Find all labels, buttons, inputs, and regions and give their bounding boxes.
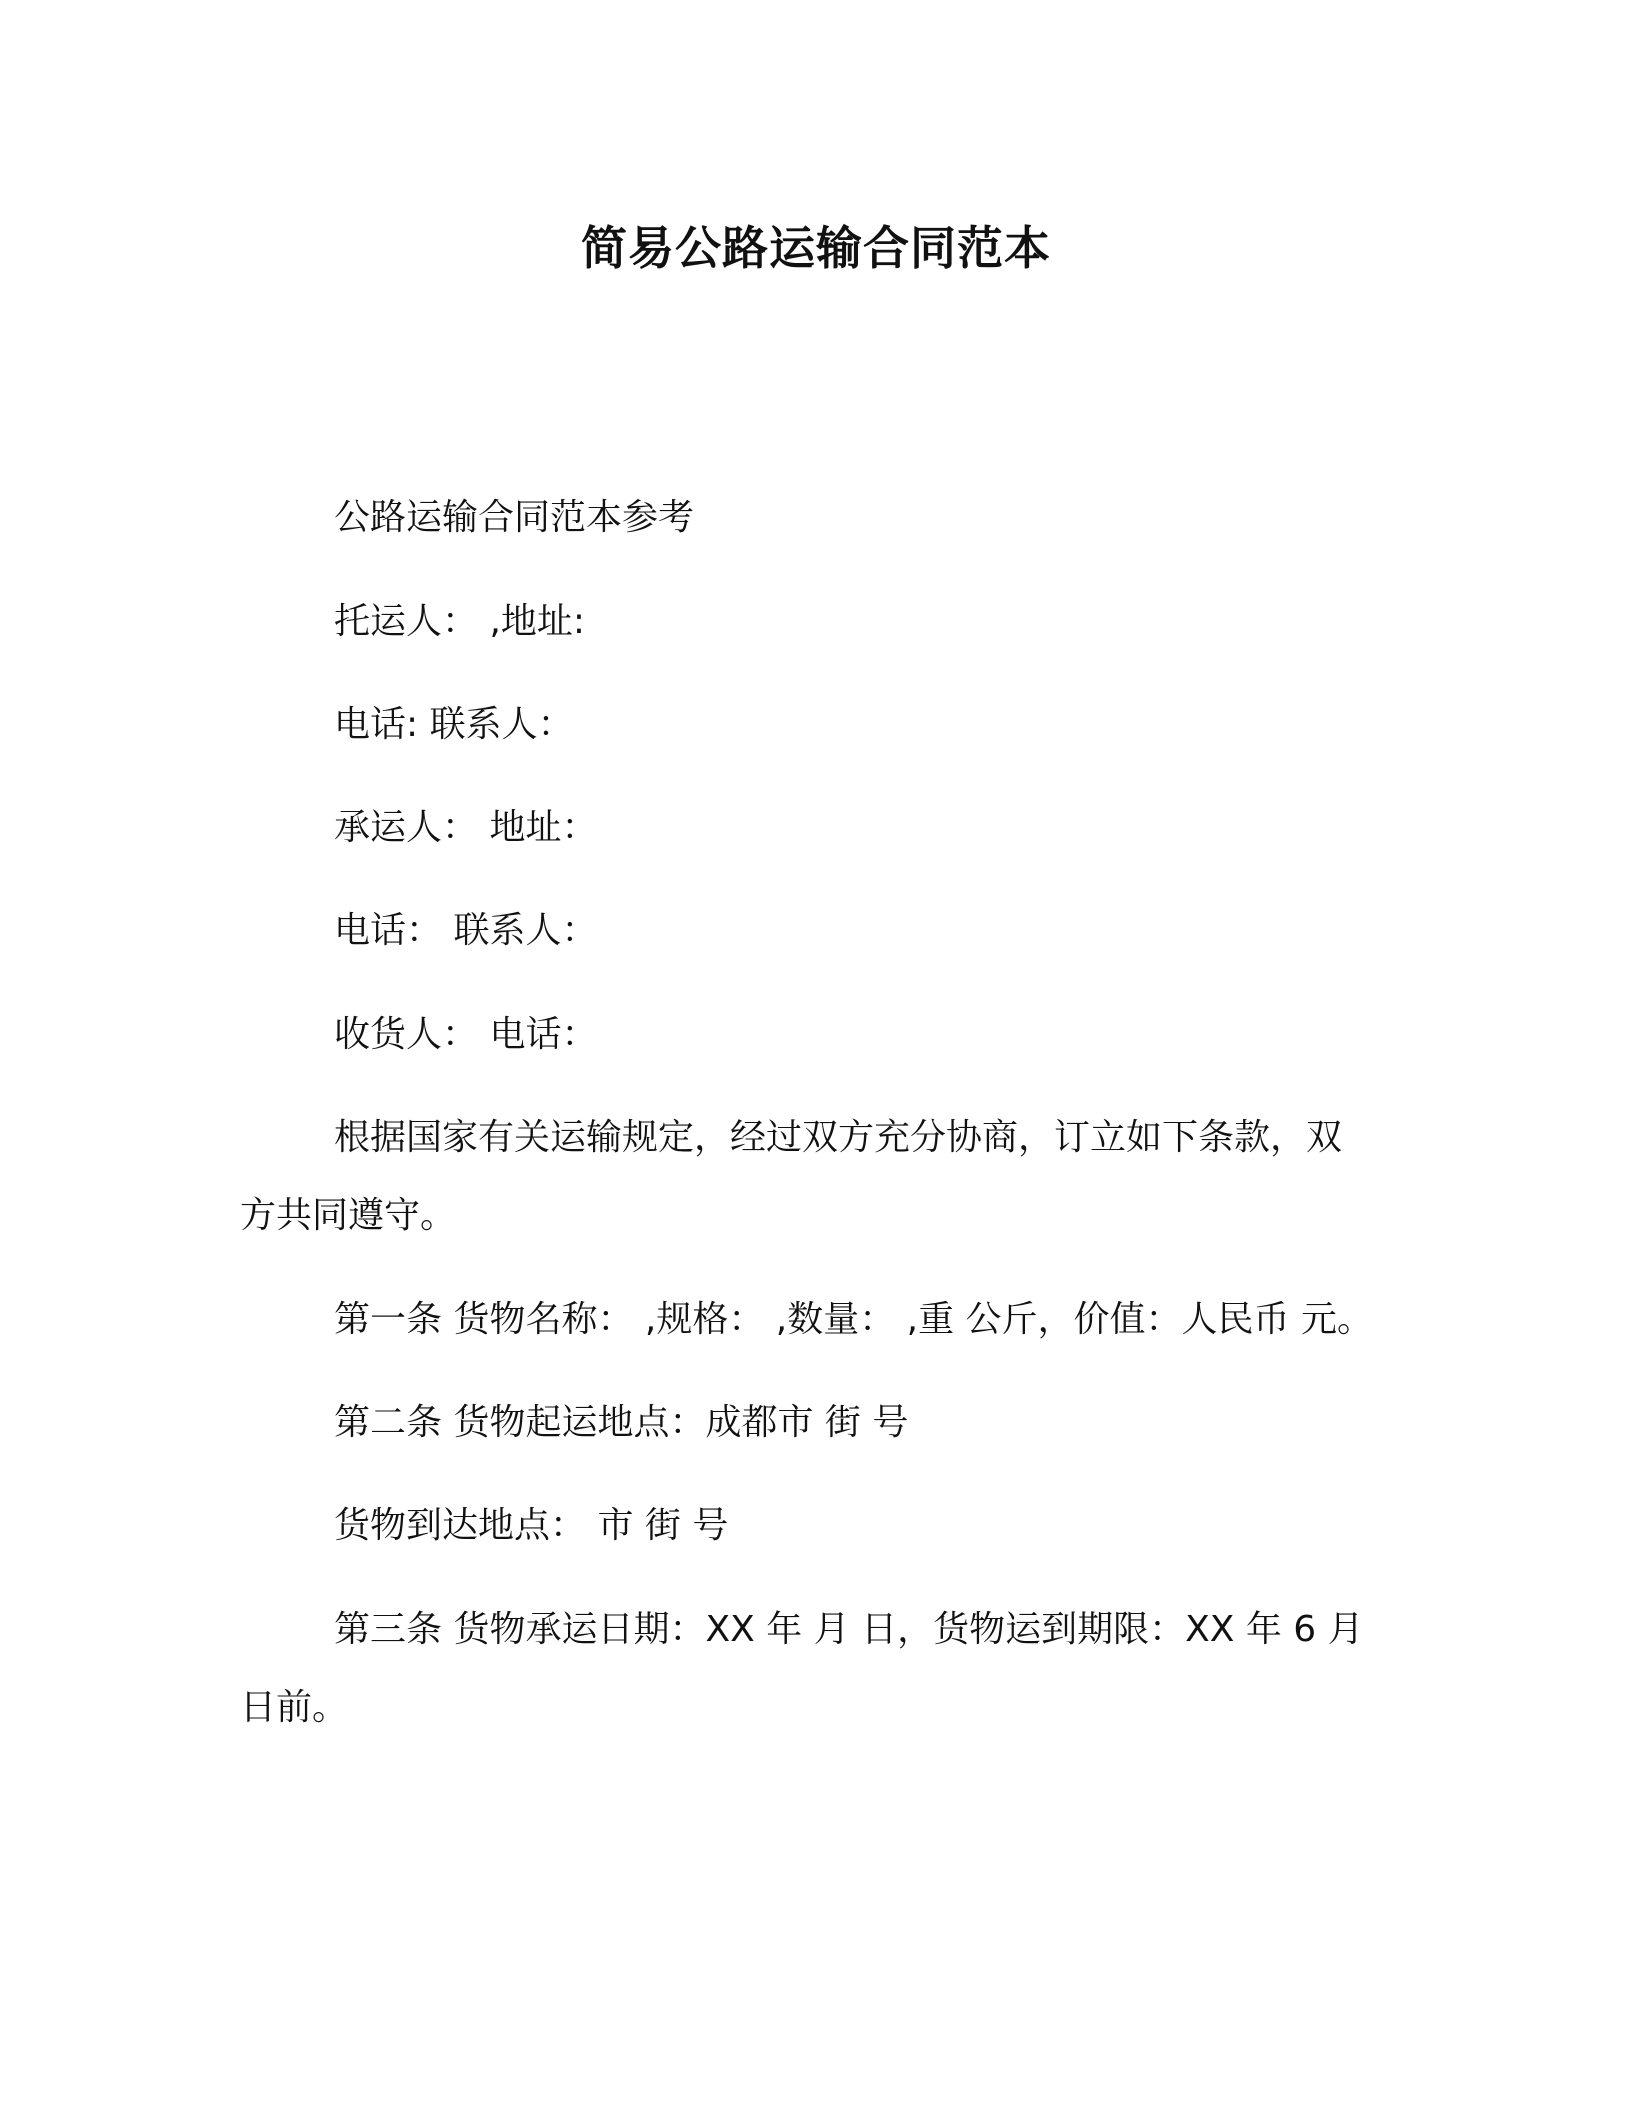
article-1-line: 第一条 货物名称： ,规格： ,数量： ,重 公斤，价值：人民币 元。: [334, 1299, 1373, 1340]
article-3-line-2: 日前。: [240, 1687, 349, 1728]
carrier-line: 承运人： 地址：: [334, 807, 598, 848]
preamble-line-1: 根据国家有关运输规定，经过双方充分协商，订立如下条款，双: [334, 1117, 1343, 1158]
carrier-contact-line: 电话： 联系人：: [334, 910, 598, 951]
article-3-line-1: 第三条 货物承运日期：XX 年 月 日，货物运到期限：XX 年 6 月: [334, 1609, 1364, 1650]
document-title: 简易公路运输合同范本: [581, 221, 1051, 275]
preamble-line-2: 方共同遵守。: [240, 1195, 457, 1236]
arrival-line: 货物到达地点： 市 街 号: [334, 1505, 729, 1546]
article-2-line: 第二条 货物起运地点：成都市 街 号: [334, 1402, 909, 1443]
shipper-contact-line: 电话: 联系人：: [334, 704, 574, 745]
subtitle-line: 公路运输合同范本参考: [334, 497, 695, 538]
shipper-line: 托运人： ,地址:: [334, 601, 586, 642]
consignee-line: 收货人： 电话：: [334, 1014, 598, 1055]
